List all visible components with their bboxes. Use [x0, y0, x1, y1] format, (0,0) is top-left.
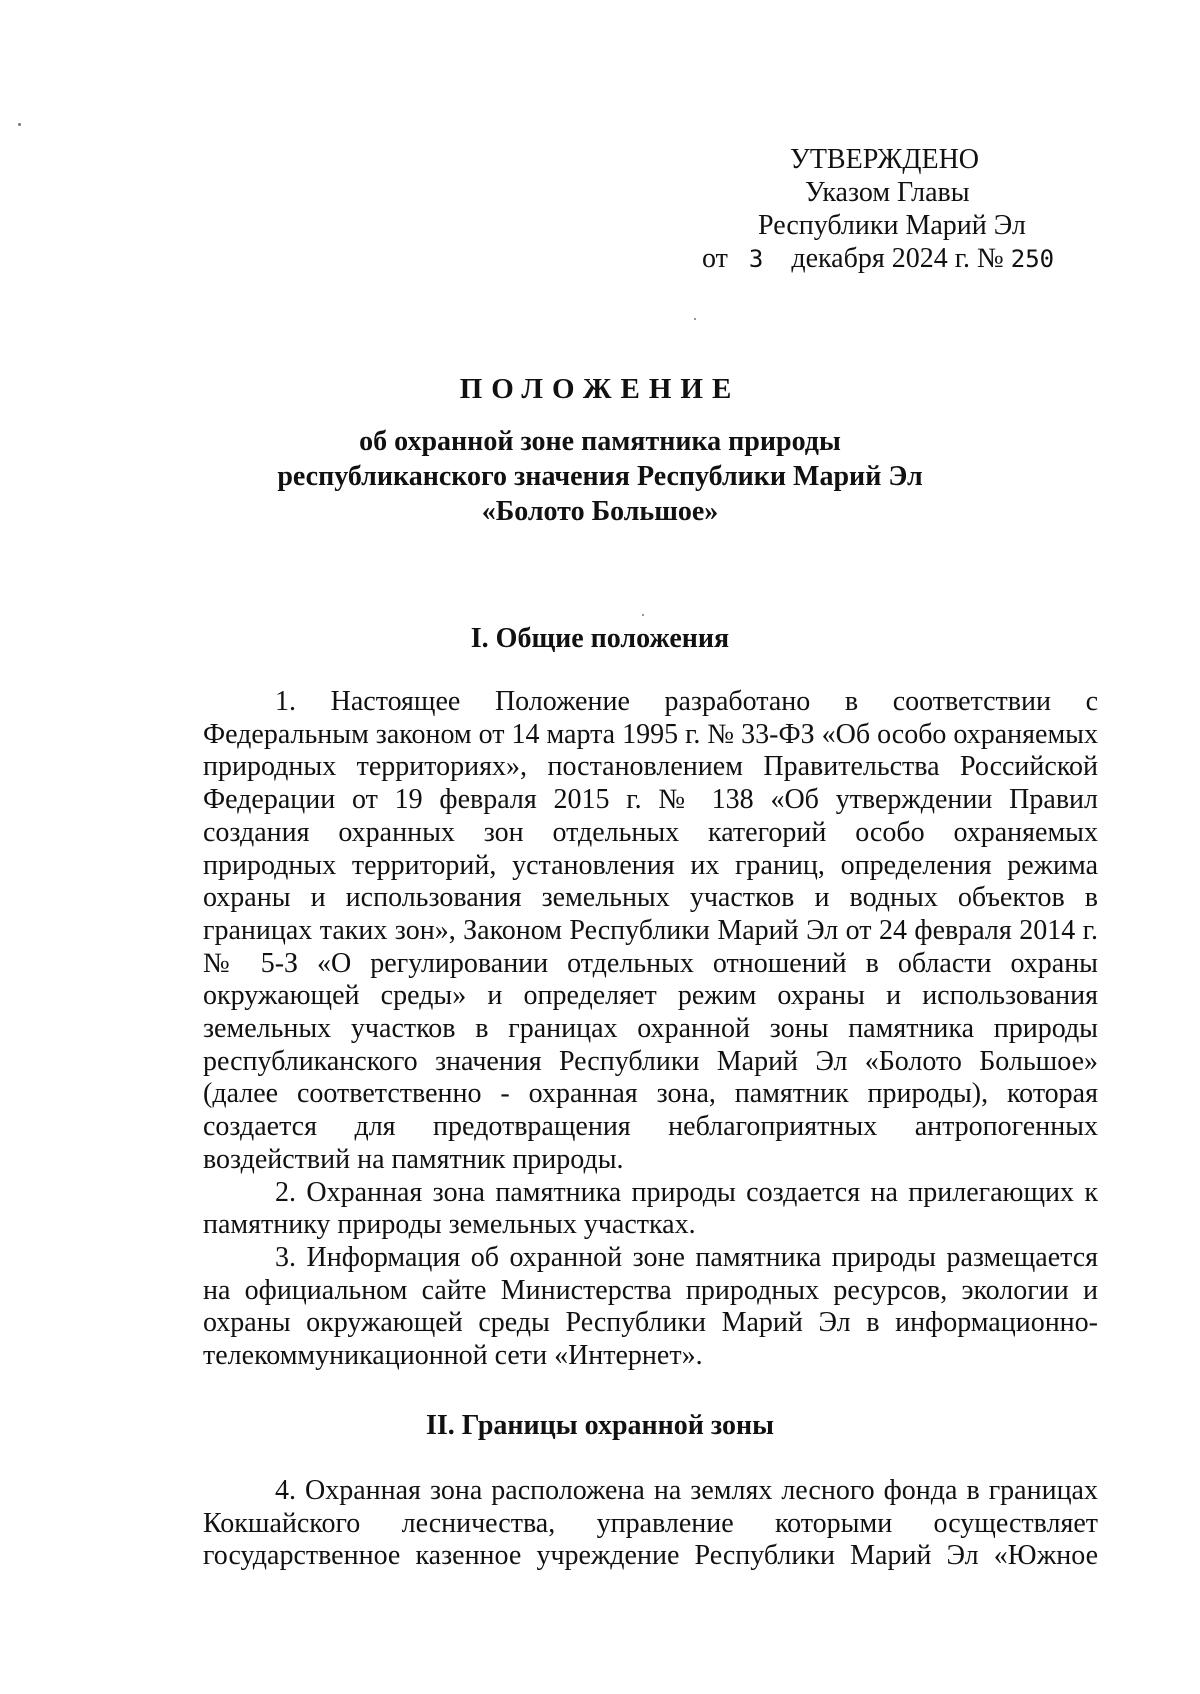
scan-speck: [694, 318, 696, 320]
section-2-body: [203, 1475, 1098, 1573]
paragraph-3: 3. Информация об охранной зоне памятника природы размещается на официальном сайте Министерства природных ресурсов, экологии и охраны окружающей среды Республики Марий Эл в информационно-телекоммуникационной сети «Интернет».: [203, 1241, 1098, 1372]
section-1-heading: I. Общие положения: [470, 623, 730, 654]
approval-decree: Указом Главы: [805, 177, 970, 208]
approval-day: 3: [748, 245, 764, 273]
section-2-heading: II. Границы охранной зоны: [425, 1410, 775, 1441]
approval-date-line: [690, 242, 1110, 276]
section-1-body: [203, 686, 1098, 1373]
paragraph-4: 4. Охранная зона расположена на землях лесного фонда в границах Кокшайского лесничества, управление которыми осуществляет государственное казенное учреждение Республики Марий Эл «Южное: [203, 1475, 1098, 1572]
approval-number: 250: [1010, 245, 1055, 273]
document-title: ПОЛОЖЕНИЕ: [459, 373, 741, 405]
subtitle-line-1: об охранной зоне памятника природы: [359, 426, 841, 457]
approval-date-prefix: от: [702, 243, 728, 274]
scan-speck: [642, 614, 644, 616]
subtitle-line-2: республиканского значения Республики Марий Эл: [277, 461, 923, 492]
paragraph-2: 2. Охранная зона памятника природы создается на прилегающих к памятнику природы земельных участках.: [203, 1176, 1098, 1241]
scan-speck: [18, 123, 21, 126]
paragraph-1: 1. Настоящее Положение разработано в соответствии с Федеральным законом от 14 марта 1995 г. № 33-ФЗ «Об особо охраняемых природных территориях», постановлением Правительства Российской Федерации от 19 февраля 2015 г. № 138 «Об утверждении Правил создания охранных зон отдельных категорий особо охраняемых природных территорий, установления их границ, определения режима охраны и использования земельных участков и водных объектов в границах таких зон», Законом Республики Марий Эл от 24 февраля 2014 г. № 5-З «О регулировании отдельных отношений в области охраны окружающей среды» и определяет режим охраны и использования земельных участков в границах охранной зоны памятника природы республиканского значения Республики Марий Эл «Болото Большое» (далее соответственно - охранная зона, памятник природы), которая создается для предотвращения неблагоприятных антропогенных воздействий на памятник природы.: [203, 686, 1098, 1175]
document-subtitle: [0, 424, 1200, 529]
approval-heading: УТВЕРЖДЕНО: [790, 144, 980, 175]
approval-stamp-block: [690, 143, 1110, 276]
approval-republic: Республики Марий Эл: [758, 210, 1026, 241]
subtitle-line-3: «Болото Большое»: [481, 496, 719, 527]
approval-date-rest: декабря 2024 г. №: [791, 243, 1004, 274]
